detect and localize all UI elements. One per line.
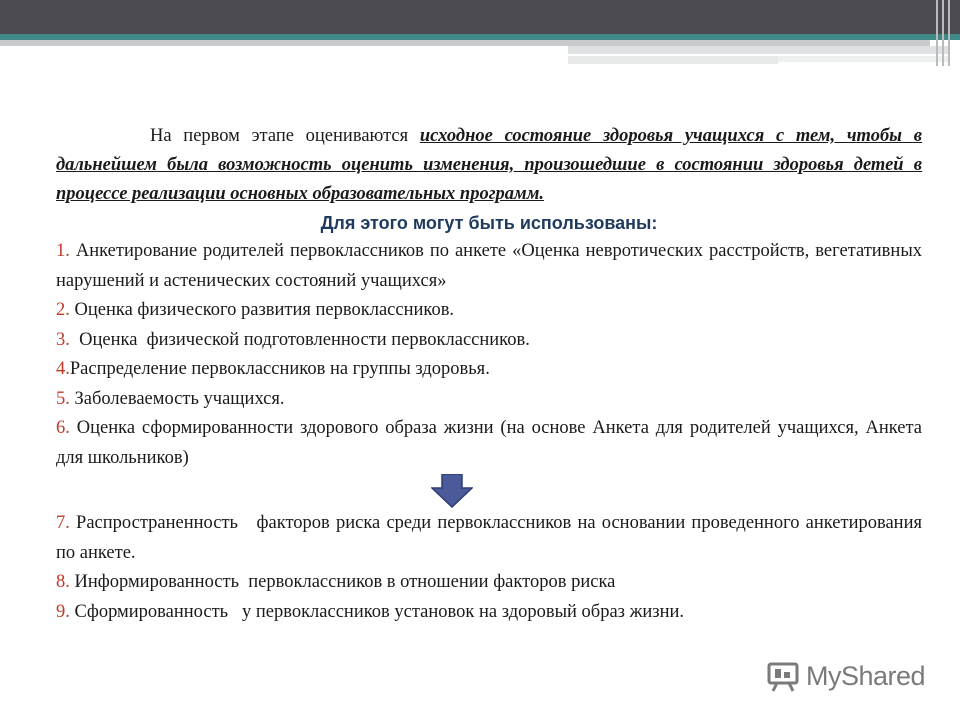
item-text: Оценка физического развития первоклассников. <box>69 300 455 320</box>
down-arrow-icon <box>431 474 473 508</box>
item-number: 1. <box>56 241 70 261</box>
intro-paragraph <box>56 122 922 209</box>
header-decor-bar <box>568 56 778 64</box>
item-text: Заболеваемость учащихся. <box>69 388 285 409</box>
item-number: 7. <box>56 513 70 533</box>
list-item <box>56 598 922 628</box>
header-band <box>0 0 960 34</box>
list-item <box>56 296 922 326</box>
logo-text: MyShared <box>806 660 926 691</box>
item-text: Информированность первоклассников в отношении факторов риска <box>69 572 616 592</box>
header-decor-bar <box>568 46 948 54</box>
item-text: Сформированность у первоклассников установок на здоровый образ жизни. <box>69 601 685 622</box>
list-item <box>56 509 927 568</box>
item-number: 9. <box>56 601 70 622</box>
list-item <box>56 355 922 385</box>
item-number: 5. <box>56 388 70 409</box>
item-number: 6. <box>56 418 70 438</box>
arrow-row <box>56 473 922 509</box>
header-edge-lines <box>936 0 954 66</box>
item-number: 2. <box>56 300 70 320</box>
intro-emphasis: исходное состояние здоровья учащихся с тем, чтобы в дальнейшем была возможность оценить изменения, произошедшие в состоянии здоровья детей в процессе реализации основных образовательных программ. <box>56 126 923 204</box>
list-item <box>56 385 922 415</box>
item-text: Анкетирование родителей первоклассников по анкете «Оценка невротических расстройств, вегетативных нарушений и астенических состояний учащихся» <box>56 241 922 291</box>
item-number: 3. <box>56 329 70 350</box>
item-text: Распространенность факторов риска среди первоклассников на основании проведенного анкетирования по анкете. <box>56 513 927 563</box>
item-number: 4. <box>56 359 70 379</box>
item-text: Оценка сформированности здорового образа жизни (на основе Анкета для родителей учащихся, Анкета для школьников) <box>56 418 922 468</box>
header-decor-bar <box>778 56 948 62</box>
presentation-board-icon <box>766 659 800 693</box>
item-text: Оценка физической подготовленности первоклассников. <box>69 329 530 350</box>
intro-plain: На первом этапе оцениваются <box>150 126 420 146</box>
item-number: 8. <box>56 572 70 592</box>
watermark-logo <box>766 656 925 696</box>
subheading: Для этого могут быть использованы: <box>320 213 658 233</box>
item-text: Распределение первоклассников на группы здоровья. <box>69 359 490 379</box>
list-item <box>56 568 922 598</box>
slide-content <box>56 122 927 627</box>
list-item <box>56 414 922 473</box>
list-item <box>56 326 922 356</box>
list-item <box>56 237 922 296</box>
